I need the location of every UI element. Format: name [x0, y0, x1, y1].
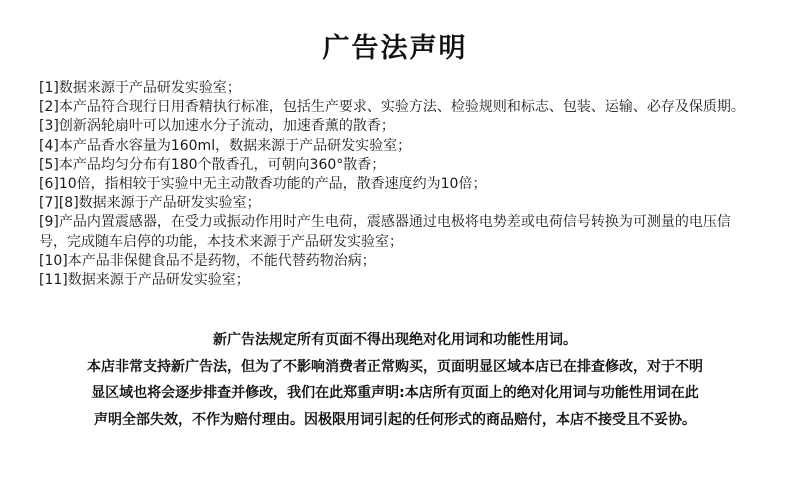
statement-headline: 新广告法规定所有页面不得出现绝对化用词和功能性用词。 [213, 332, 577, 348]
note-item: [7][8]数据来源于产品研发实验室； [39, 195, 261, 212]
note-item: [9]产品内置震感器，在受力或振动作用时产生电荷，震感器通过电极将电势差或电荷信号转换为可测量的电压信号，完成随车启停的功能，本技术来源于产品研发实验室； [39, 214, 731, 250]
notes-list [39, 79, 754, 290]
statement-line: 显区域也将会逐步排查并修改，我们在此郑重声明:本店所有页面上的绝对化用词与功能性用词在此 [91, 385, 699, 402]
page-title: 广告法声明 [322, 33, 468, 64]
note-item: [3]创新涡轮扇叶可以加速水分子流动，加速香薰的散香； [39, 118, 395, 135]
note-item: [11]数据来源于产品研发实验室； [39, 272, 250, 289]
statement-line: 本店非常支持新广告法，但为了不影响消费者正常购买，页面明显区域本店已在排查修改，对于不明 [87, 358, 703, 375]
note-item: [4]本产品香水容量为160ml，数据来源于产品研发实验室； [39, 137, 412, 154]
statement-block [36, 327, 754, 434]
note-item: [1]数据来源于产品研发实验室； [39, 80, 241, 96]
note-item: [5]本产品均匀分布有180个散香孔，可朝向360°散香； [39, 156, 386, 173]
statement-line: 声明全部失效，不作为赔付理由。因极限用词引起的任何形式的商品赔付，本店不接受且不妥协。 [94, 412, 696, 429]
note-item: [10]本产品非保健食品不是药物，不能代替药物治病； [39, 252, 376, 269]
note-item: [6]10倍，指相较于实验中无主动散香功能的产品，散香速度约为10倍； [39, 176, 487, 193]
note-item: [2]本产品符合现行日用香精执行标准，包括生产要求、实验方法、检验规则和标志、包装、运输、必存及保质期。 [39, 99, 745, 116]
